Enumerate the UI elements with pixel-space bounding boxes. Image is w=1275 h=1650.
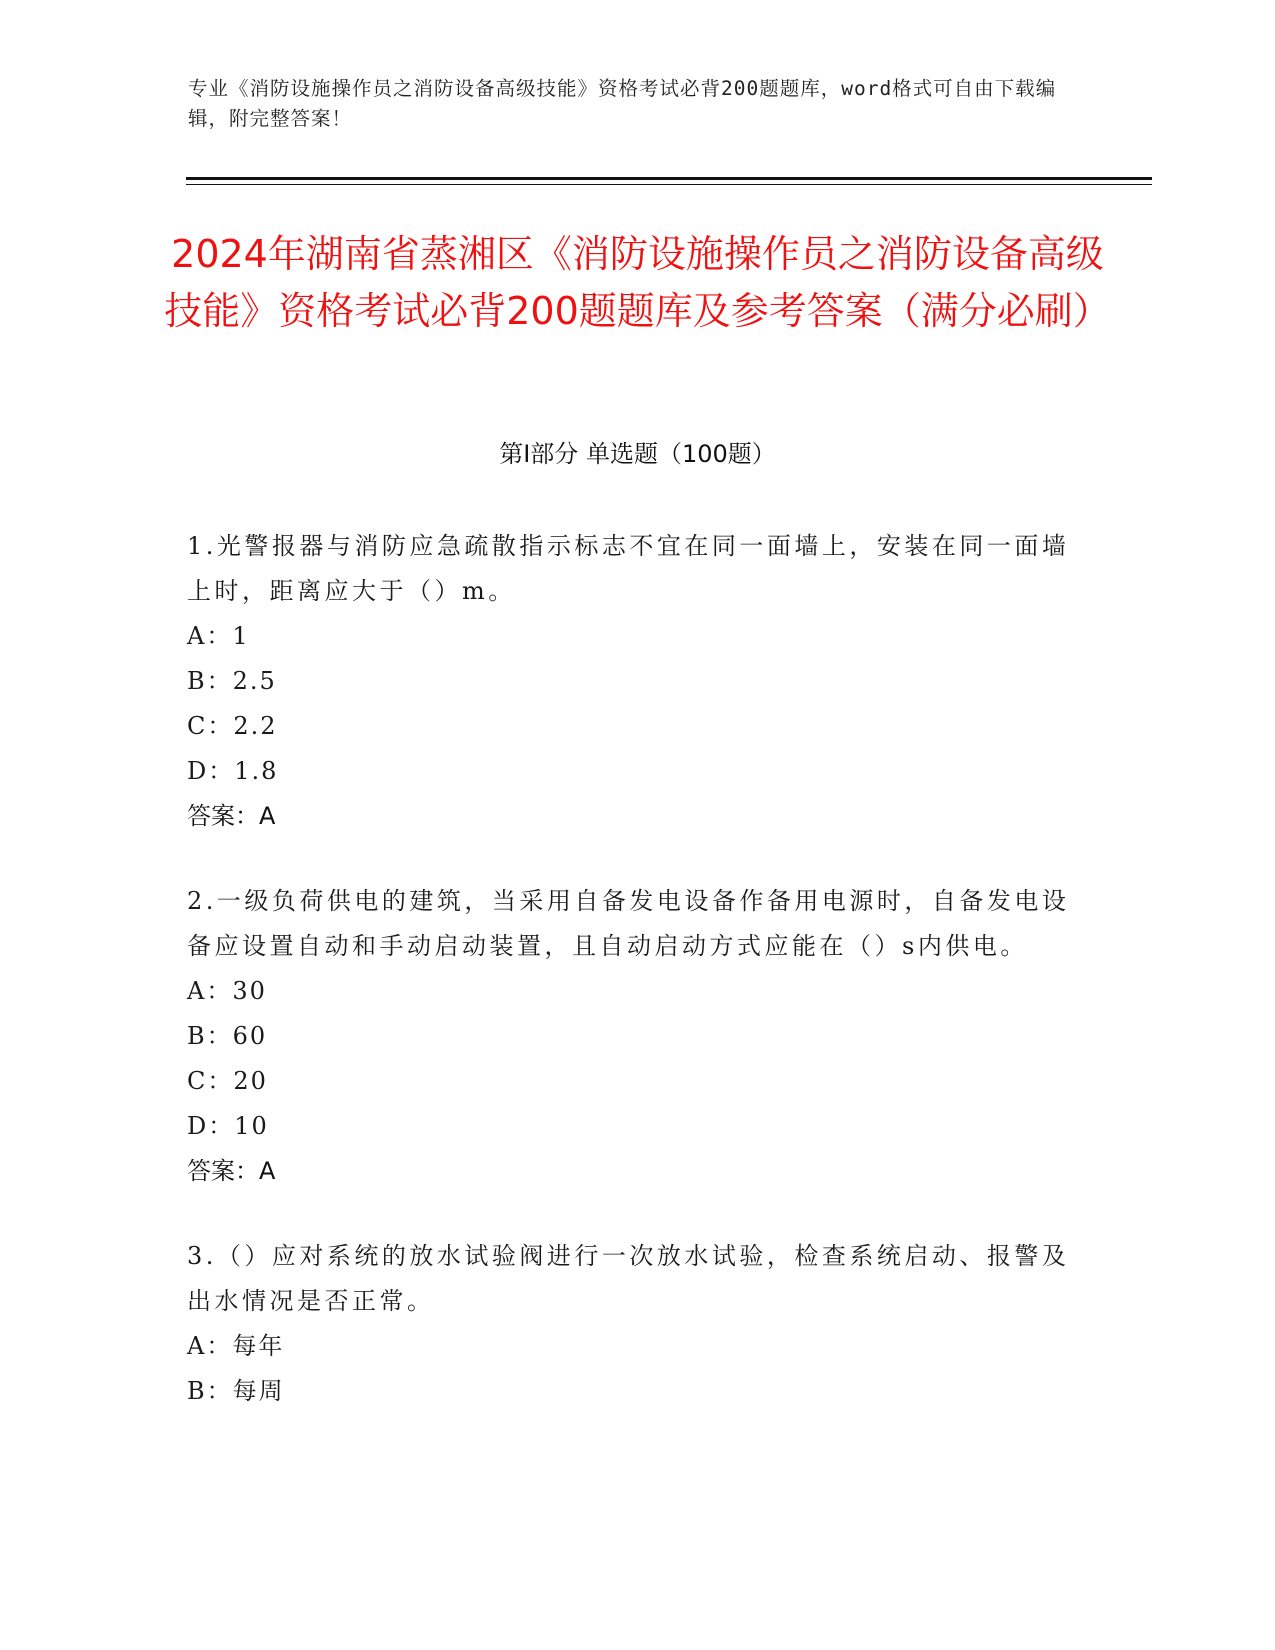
option-c: C：2.2 [187,712,278,740]
header-note: 专业《消防设施操作员之消防设备高级技能》资格考试必背200题题库，word格式可自由下载编辑，附完整答案！ [188,77,1057,130]
document-title: 2024年湖南省蒸湘区《消防设施操作员之消防设备高级技能》资格考试必背200题题库及参考答案（满分必刷） [164,232,1111,333]
option-a: A：每年 [187,1332,285,1360]
question-text: 1.光警报器与消防应急疏散指示标志不宜在同一面墙上，安装在同一面墙上时，距离应大于（）m。 [187,532,1070,605]
option-b: B：60 [187,1022,268,1050]
option-d: D：1.8 [187,757,279,785]
question-2 [187,879,1082,1194]
section-title: 第Ⅰ部分 单选题（100题） [499,440,776,468]
header-divider-thin [186,184,1152,185]
option-c: C：20 [187,1067,268,1095]
question-list [187,524,1082,1454]
option-b: B：每周 [187,1377,285,1405]
option-a: A：1 [187,622,250,650]
question-text: 3.（）应对系统的放水试验阀进行一次放水试验，检查系统启动、报警及出水情况是否正常。 [187,1242,1070,1315]
option-b: B：2.5 [187,667,277,695]
header-divider-thick [186,177,1152,180]
answer: 答案：A [187,1157,276,1185]
option-a: A：30 [187,977,267,1005]
question-text: 2.一级负荷供电的建筑，当采用自备发电设备作备用电源时，自备发电设备应设置自动和手动启动装置，且自动启动方式应能在（）s内供电。 [187,887,1070,960]
question-1 [187,524,1082,839]
question-3 [187,1234,1082,1414]
answer: 答案：A [187,802,276,830]
option-d: D：10 [187,1112,269,1140]
